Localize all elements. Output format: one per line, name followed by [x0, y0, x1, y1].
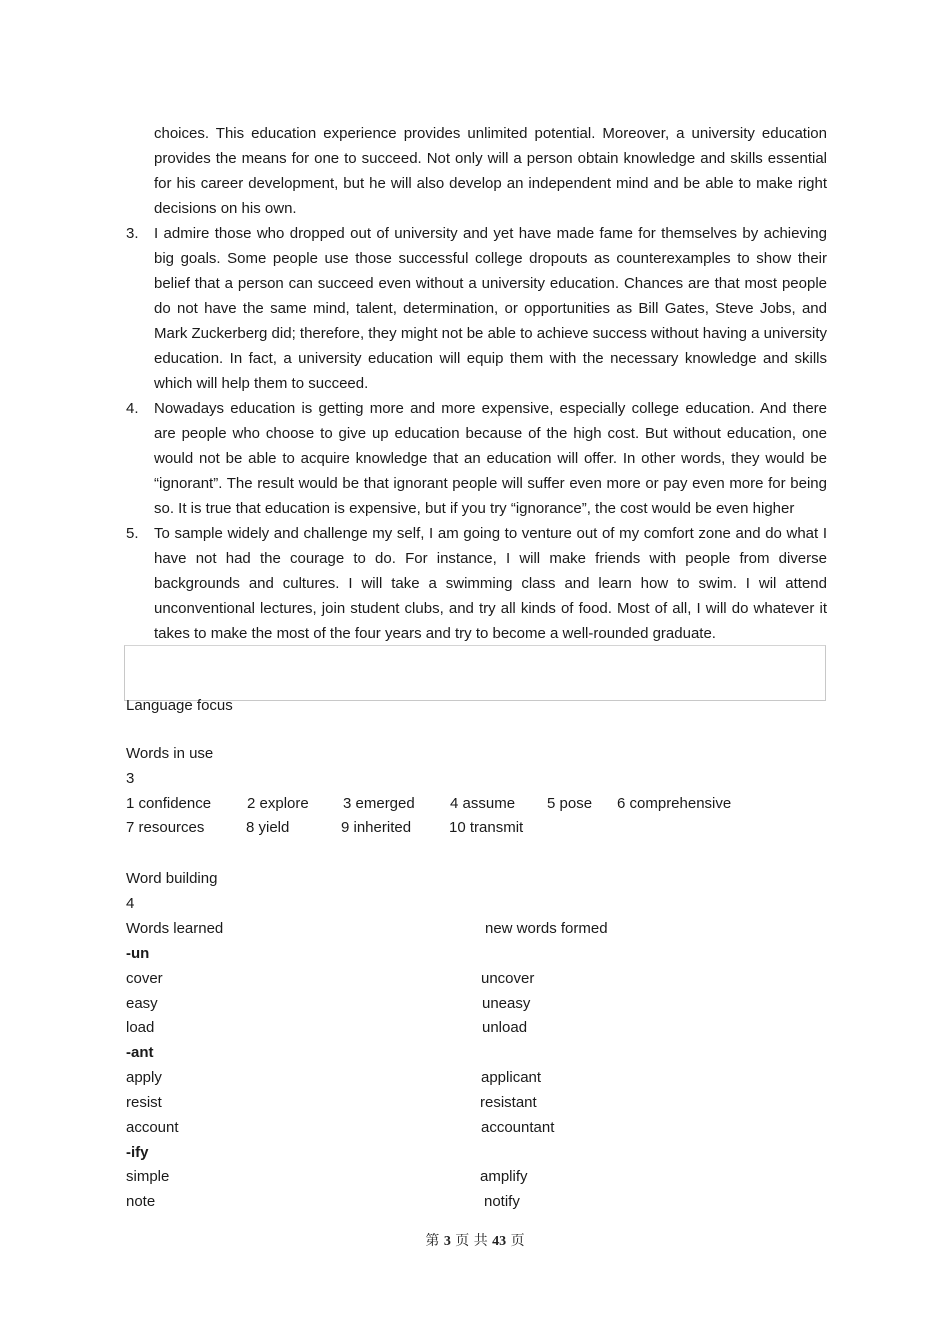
answer-item: 7 resources — [126, 819, 205, 836]
footer-prefix: 第 — [425, 1233, 440, 1249]
list-item — [126, 396, 827, 521]
word-learned: note — [126, 1193, 156, 1210]
answer-2-continuation: choices. This education experience provides unlimited potential. Moreover, a university education provides the means for one to succeed. Not only will a person obtain knowledge and skills essential for his career development, but he will also develop an independent mind and be able to make right decisions on his own. — [154, 125, 827, 217]
answer-item: 10 transmit — [449, 819, 524, 836]
footer-suffix: 页 — [510, 1233, 525, 1249]
word-learned: apply — [126, 1069, 162, 1086]
list-text: I admire those who dropped out of university and yet have made fame for themselves by achieving big goals. Some people use those successful college dropouts as counterexamples to show their belief that a person can succeed even without a university education. Chances are that most people do not have the same mind, talent, determination, or opportunities as Bill Gates, Steve Jobs, and Mark Zuckerberg did; therefore, they might not be able to achieve success without having a university education. In fact, a university education will equip them with the necessary knowledge and skills which will help them to succeed. — [154, 225, 827, 392]
suffix-label: -ant — [126, 1044, 154, 1061]
suffix-label: -ify — [126, 1144, 149, 1161]
word-formed: unload — [482, 1019, 528, 1036]
list-number: 4. — [126, 400, 139, 417]
list-text: To sample widely and challenge my self, I am going to venture out of my comfort zone and do what I have not had the courage to do. For instance, I will make friends with people from diverse backgrounds and cultures. I will take a swimming class and learn how to swim. I wil attend unconventional lectures, join student clubs, and try all kinds of food. Most of all, I will do whatever it takes to make the most of the four years and try to become a well-rounded graduate. — [154, 525, 827, 642]
answer-item: 5 pose — [547, 795, 593, 812]
list-number: 3. — [126, 225, 139, 242]
total-page-count: 43 — [492, 1234, 507, 1249]
word-learned: cover — [126, 970, 163, 987]
section-heading-language-focus: Language focus — [126, 697, 233, 714]
column-header-words-learned: Words learned — [126, 920, 224, 937]
exercise-number: 3 — [126, 770, 135, 787]
page-footer — [0, 1230, 950, 1250]
answer-item: 8 yield — [246, 819, 290, 836]
answer-item: 3 emerged — [343, 795, 415, 812]
answer-item: 4 assume — [450, 795, 516, 812]
answer-item: 1 confidence — [126, 795, 212, 812]
answer-list — [126, 221, 827, 646]
list-item — [126, 521, 827, 646]
word-formed: notify — [484, 1193, 520, 1210]
word-learned: resist — [126, 1094, 162, 1111]
answer-item: 2 explore — [247, 795, 309, 812]
words-in-use-heading: Words in use — [126, 745, 214, 762]
list-item — [126, 221, 827, 396]
answer-item: 6 comprehensive — [617, 795, 732, 812]
word-formed: resistant — [480, 1094, 537, 1111]
answer-item: 9 inherited — [341, 819, 412, 836]
word-building-heading: Word building — [126, 870, 218, 887]
word-formed: uncover — [481, 970, 535, 987]
word-learned: account — [126, 1119, 179, 1136]
exercise-number: 4 — [126, 895, 135, 912]
word-learned: easy — [126, 995, 158, 1012]
suffix-label: -un — [126, 945, 150, 962]
word-formed: accountant — [481, 1119, 555, 1136]
current-page-number: 3 — [443, 1234, 451, 1249]
column-header-new-words: new words formed — [485, 920, 608, 937]
word-learned: load — [126, 1019, 155, 1036]
footer-middle: 页 共 — [455, 1233, 488, 1249]
word-learned: simple — [126, 1168, 170, 1185]
list-number: 5. — [126, 525, 139, 542]
word-formed: applicant — [481, 1069, 542, 1086]
word-formed: uneasy — [482, 995, 531, 1012]
list-text: Nowadays education is getting more and more expensive, especially college education. And there are people who choose to give up education because of the high cost. But without education, one would not be able to acquire knowledge that an education will offer. In other words, they would be “ignorant”. The result would be that ignorant people will suffer even more or pay even more for being so. It is true that education is expensive, but if you try “ignorance”, the cost would be even higher — [154, 400, 827, 517]
text-frame-border — [124, 645, 826, 701]
word-formed: amplify — [480, 1168, 528, 1185]
